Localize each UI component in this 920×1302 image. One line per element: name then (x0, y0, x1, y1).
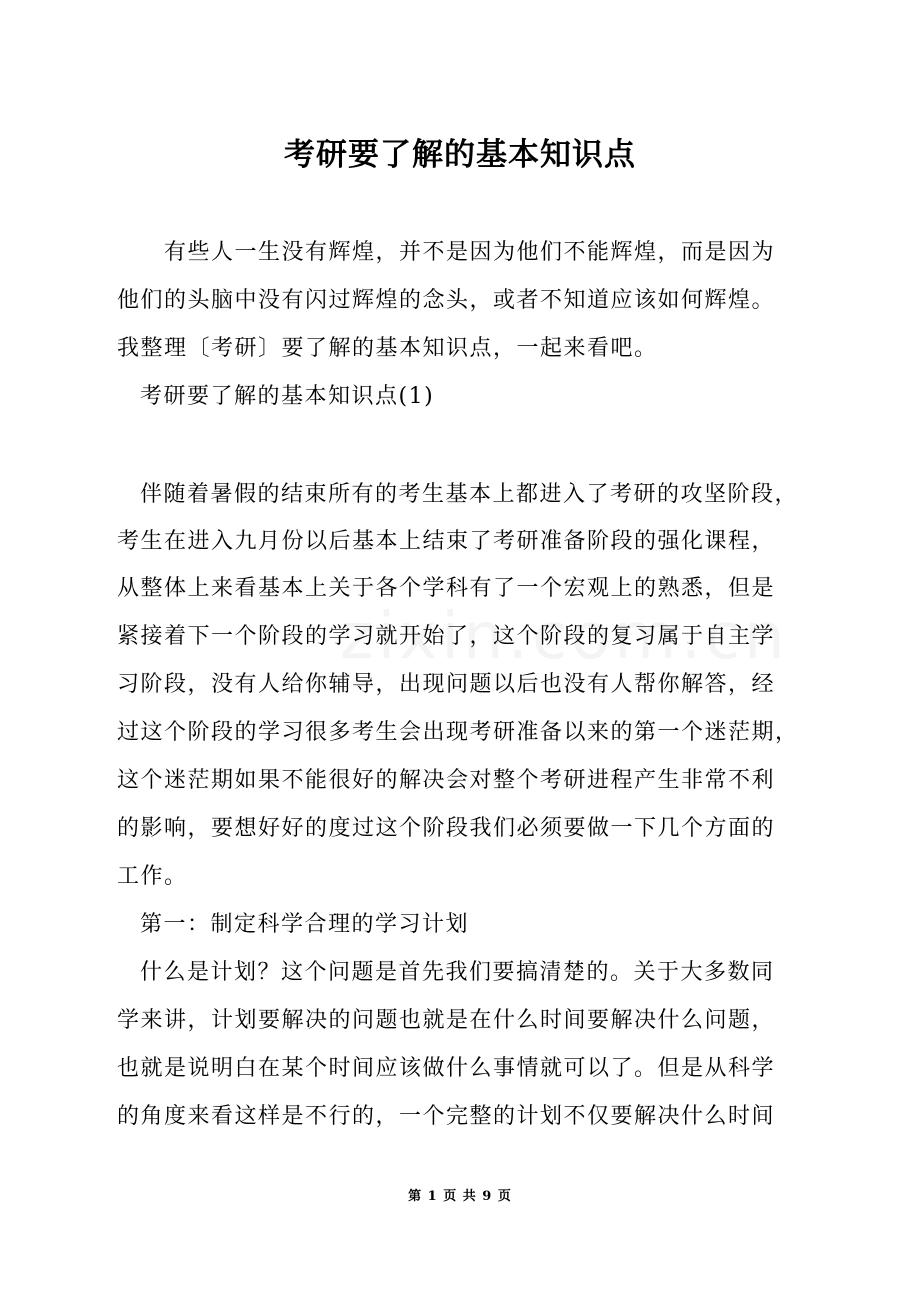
paragraph-line: 紧接着下一个阶段的学习就开始了，这个阶段的复习属于自主学 (117, 624, 776, 649)
document-title: 考研要了解的基本知识点 (284, 137, 636, 173)
paragraph-line: 的角度来看这样是不行的，一个完整的计划不仅要解决什么时间 (117, 1104, 776, 1129)
paragraph-line: 考生在进入九月份以后基本上结束了考研准备阶段的强化课程， (117, 529, 776, 554)
paragraph-line: 他们的头脑中没有闪过辉煌的念头，或者不知道应该如何辉煌。 (117, 288, 776, 313)
paragraph-line: 这个迷茫期如果不能很好的解决会对整个考研进程产生非常不利 (117, 768, 776, 793)
paragraph-line: 过这个阶段的学习很多考生会出现考研准备以来的第一个迷茫期， (117, 720, 799, 745)
paragraph-line: 的影响，要想好好的度过这个阶段我们必须要做一下几个方面的 (117, 816, 776, 841)
section-heading: 考研要了解的基本知识点(1) (140, 384, 435, 409)
paragraph-line: 习阶段，没有人给你辅导，出现问题以后也没有人帮你解答，经 (117, 672, 776, 697)
paragraph-line: 伴随着暑假的结束所有的考生基本上都进入了考研的攻坚阶段， (140, 482, 799, 507)
paragraph-line: 什么是计划？这个问题是首先我们要搞清楚的。关于大多数同 (140, 960, 775, 985)
paragraph-line: 从整体上来看基本上关于各个学科有了一个宏观上的熟悉，但是 (117, 576, 776, 601)
paragraph-line: 有些人一生没有辉煌，并不是因为他们不能辉煌，而是因为 (164, 240, 776, 265)
paragraph-line: 工作。 (117, 864, 188, 889)
paragraph-line: 学来讲，计划要解决的问题也就是在什么时间要解决什么问题， (117, 1008, 776, 1033)
paragraph-line: 也就是说明白在某个时间应该做什么事情就可以了。但是从科学 (117, 1056, 776, 1081)
paragraph-line: 我整理〔考研〕要了解的基本知识点，一起来看吧。 (117, 336, 658, 361)
page-number-footer: 第 1 页 共 9 页 (408, 1189, 512, 1204)
subsection-heading: 第一：制定科学合理的学习计划 (140, 912, 470, 937)
